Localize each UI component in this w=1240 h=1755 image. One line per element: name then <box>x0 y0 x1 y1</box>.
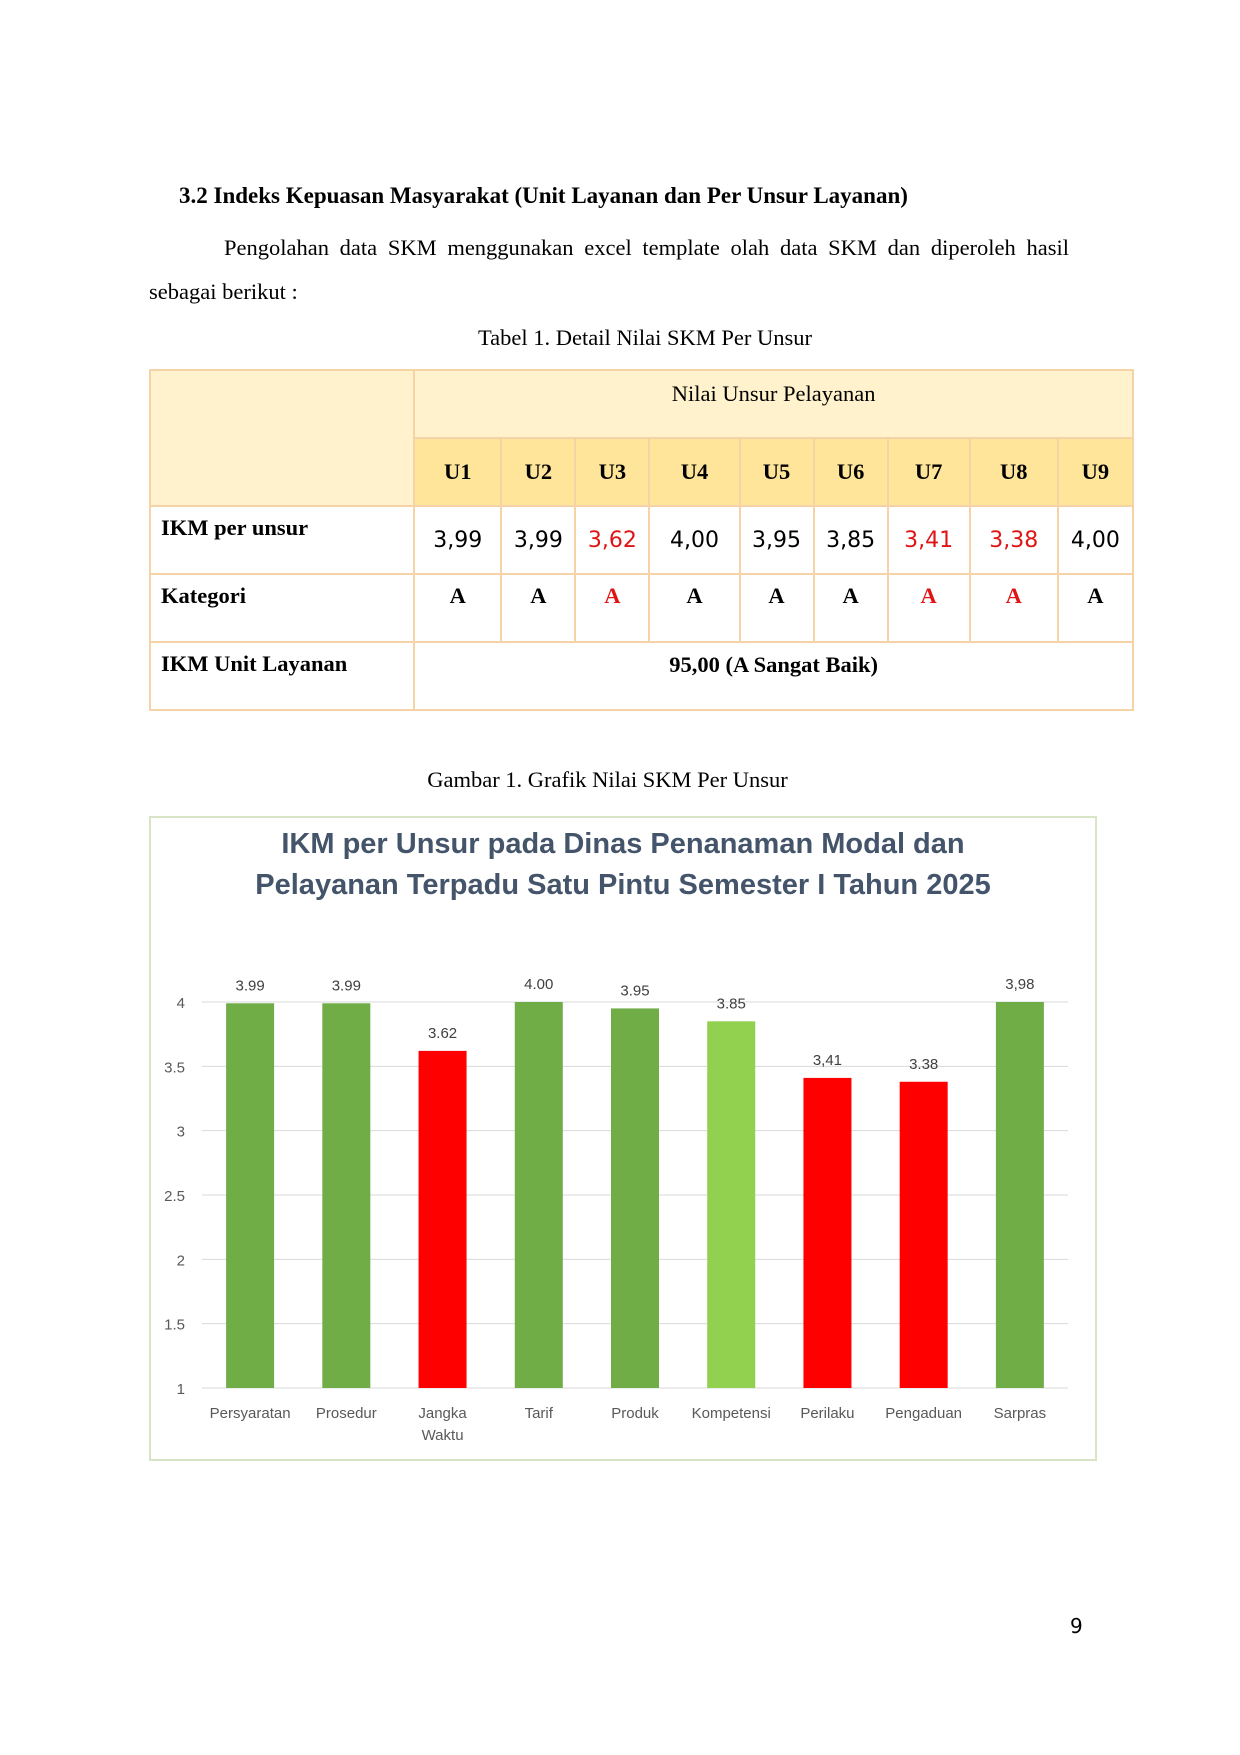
data-label: 3.38 <box>909 1055 939 1073</box>
data-label: 3.99 <box>235 977 265 995</box>
page-number: 9 <box>1070 1614 1083 1638</box>
y-tick-label: 3.5 <box>164 1059 185 1077</box>
y-tick-label: 3 <box>176 1123 185 1141</box>
kategori-value: A <box>970 574 1058 642</box>
ikm-value: 3,99 <box>414 506 501 574</box>
ikm-value: 3,41 <box>888 506 970 574</box>
ikm-value: 3,99 <box>501 506 575 574</box>
kategori-row-label: Kategori <box>150 574 414 642</box>
bar <box>803 1078 851 1388</box>
unit-layanan-value: 95,00 (A Sangat Baik) <box>414 642 1133 710</box>
data-label: 3.95 <box>620 982 650 1000</box>
group-header: Nilai Unsur Pelayanan <box>414 370 1133 438</box>
data-label: 3.62 <box>427 1024 458 1042</box>
skm-table <box>149 369 1134 711</box>
unit-header: U5 <box>740 438 814 506</box>
unit-header: U2 <box>501 438 575 506</box>
ikm-row-label: IKM per unsur <box>150 506 414 574</box>
bar-chart <box>151 818 1095 1459</box>
table-caption: Tabel 1. Detail Nilai SKM Per Unsur <box>478 325 812 350</box>
data-label: 3,98 <box>1005 976 1035 993</box>
y-tick-label: 2.5 <box>164 1188 185 1205</box>
ikm-value: 3,62 <box>575 506 649 574</box>
bar <box>515 1002 563 1388</box>
body-paragraph: Pengolahan data SKM menggunakan excel template olah data SKM dan diperoleh hasil sebagai berikut : <box>149 235 1069 304</box>
kategori-value: A <box>1058 574 1133 642</box>
unit-layanan-label: IKM Unit Layanan <box>150 642 414 710</box>
bar <box>707 1021 755 1388</box>
unit-header: U1 <box>414 438 501 506</box>
ikm-row <box>150 506 1133 574</box>
bar <box>322 1003 370 1388</box>
x-tick-label: Persyaratan <box>209 1405 291 1422</box>
unit-header: U3 <box>575 438 649 506</box>
kategori-value: A <box>501 574 575 642</box>
ikm-value: 3,38 <box>970 506 1058 574</box>
ikm-value: 3,85 <box>814 506 888 574</box>
kategori-value: A <box>814 574 888 642</box>
unit-layanan-row <box>150 642 1133 710</box>
y-tick-label: 1.5 <box>164 1316 185 1334</box>
ikm-value: 4,00 <box>1058 506 1133 574</box>
x-tick-label: Perilaku <box>800 1405 855 1422</box>
kategori-value: A <box>414 574 501 642</box>
unit-header: U7 <box>888 438 970 506</box>
bar <box>226 1003 274 1388</box>
data-label: 4.00 <box>524 976 554 993</box>
y-tick-label: 2 <box>176 1252 185 1270</box>
kategori-value: A <box>740 574 814 642</box>
kategori-value: A <box>888 574 970 642</box>
x-tick-label: Tarif <box>524 1405 553 1422</box>
x-tick-label: Waktu <box>421 1427 464 1444</box>
x-tick-label: Kompetensi <box>691 1405 771 1422</box>
data-label: 3.99 <box>331 977 361 995</box>
kategori-row <box>150 574 1133 642</box>
figure-caption: Gambar 1. Grafik Nilai SKM Per Unsur <box>427 767 788 792</box>
bar <box>419 1051 467 1388</box>
bar <box>996 1002 1044 1388</box>
data-label: 3.85 <box>716 995 746 1013</box>
ikm-value: 3,95 <box>740 506 814 574</box>
y-tick-label: 1 <box>176 1381 185 1398</box>
table-corner-cell <box>150 370 414 506</box>
x-tick-label: Pengaduan <box>885 1405 963 1422</box>
ikm-value: 4,00 <box>649 506 739 574</box>
kategori-value: A <box>575 574 649 642</box>
y-tick-label: 4 <box>176 995 185 1012</box>
bar <box>900 1082 948 1388</box>
unit-header: U8 <box>970 438 1058 506</box>
bar <box>611 1008 659 1388</box>
section-heading: 3.2 Indeks Kepuasan Masyarakat (Unit Layanan dan Per Unsur Layanan) <box>179 183 908 208</box>
data-label: 3,41 <box>812 1051 843 1069</box>
x-tick-label: Jangka <box>418 1405 467 1422</box>
x-tick-label: Prosedur <box>315 1405 377 1422</box>
unit-header: U4 <box>649 438 739 506</box>
x-tick-label: Produk <box>611 1405 659 1422</box>
chart-title: IKM per Unsur pada Dinas Penanaman Modal dan <box>281 828 965 860</box>
unit-header: U9 <box>1058 438 1133 506</box>
unit-header: U6 <box>814 438 888 506</box>
x-tick-label: Sarpras <box>993 1405 1047 1422</box>
chart-container <box>149 816 1097 1461</box>
chart-title: Pelayanan Terpadu Satu Pintu Semester I Tahun 2025 <box>255 869 991 901</box>
kategori-value: A <box>649 574 739 642</box>
